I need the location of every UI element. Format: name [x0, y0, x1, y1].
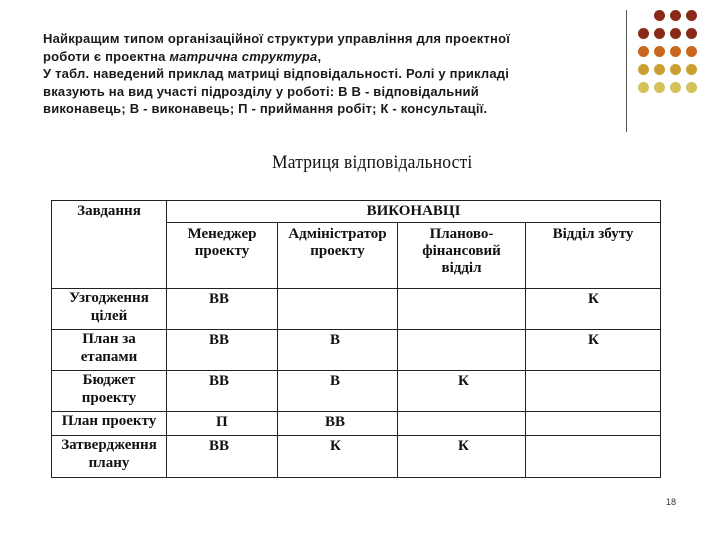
- column-header: [398, 223, 526, 289]
- task-cell: [52, 371, 167, 412]
- intro-line-4: вказують на вид участі підрозділу у роботі: В В - відповідальний: [43, 83, 479, 99]
- role-cell: В: [278, 330, 398, 371]
- responsibility-matrix: [51, 200, 661, 478]
- intro-line-1: Найкращим типом організаційної структури управління для проектної: [43, 31, 511, 46]
- column-header-line: проекту: [310, 243, 365, 259]
- role-cell: ВВ: [167, 371, 278, 412]
- intro-line-5: виконавець; В - виконавець; П - приймання робіт; К - консультації.: [43, 101, 488, 116]
- decorative-dot: [670, 28, 681, 39]
- role-cell: [398, 412, 526, 436]
- decorative-dot: [686, 82, 697, 93]
- role-cell: [398, 289, 526, 330]
- decorative-dot: [654, 64, 665, 75]
- decorative-dot: [686, 46, 697, 57]
- role-cell: ВВ: [167, 289, 278, 330]
- role-cell: [278, 289, 398, 330]
- table-row: [52, 330, 661, 371]
- intro-line-2-suffix: ,: [317, 48, 322, 64]
- role-cell: [398, 330, 526, 371]
- column-header-line: Менеджер: [187, 226, 257, 242]
- decorative-dot: [686, 28, 697, 39]
- role-cell: К: [398, 371, 526, 412]
- decorative-dot: [686, 64, 697, 75]
- task-line: цілей: [90, 308, 128, 324]
- intro-text: [43, 30, 618, 118]
- role-cell: П: [167, 412, 278, 436]
- decorative-dot: [670, 10, 681, 21]
- decorative-dot: [638, 82, 649, 93]
- decorative-dot: [670, 64, 681, 75]
- role-cell: [526, 412, 661, 436]
- intro-line-3: У табл. наведений приклад матриці відповідальності. Ролі у прикладі: [43, 66, 510, 81]
- task-line: План за: [82, 331, 136, 347]
- page-number: 18: [666, 497, 677, 507]
- decorative-dot: [670, 82, 681, 93]
- role-cell: [526, 371, 661, 412]
- table-row: [52, 412, 661, 436]
- task-line: етапами: [80, 349, 138, 365]
- role-cell: ВВ: [167, 330, 278, 371]
- role-cell: К: [526, 289, 661, 330]
- role-cell: К: [278, 436, 398, 478]
- role-cell: [526, 436, 661, 478]
- decorative-dot: [638, 46, 649, 57]
- decorative-dot: [638, 28, 649, 39]
- column-header-line: проекту: [194, 243, 250, 259]
- decorative-dot: [686, 10, 697, 21]
- column-header-line: Відділ збуту: [552, 226, 634, 242]
- table-title: Матриця відповідальності: [272, 152, 473, 173]
- decorative-dot: [654, 82, 665, 93]
- column-header-line: Адміністратор: [288, 226, 387, 242]
- column-header-line: фінансовий: [422, 243, 501, 259]
- role-cell: ВВ: [278, 412, 398, 436]
- role-cell: К: [398, 436, 526, 478]
- intro-line-2: [43, 48, 618, 66]
- role-cell: К: [526, 330, 661, 371]
- task-line: Узгодження: [69, 290, 149, 306]
- task-cell: [52, 436, 167, 478]
- task-cell: [52, 412, 167, 436]
- task-cell: [52, 289, 167, 330]
- task-cell: [52, 330, 167, 371]
- role-cell: В: [278, 371, 398, 412]
- task-line: Бюджет: [82, 372, 136, 388]
- table-row: [52, 289, 661, 330]
- column-header: [167, 223, 278, 289]
- task-line: проекту: [81, 390, 137, 406]
- table-row: [52, 371, 661, 412]
- decorative-dot: [654, 46, 665, 57]
- task-line: План проекту: [61, 413, 157, 429]
- role-cell: ВВ: [167, 436, 278, 478]
- decorative-dot: [638, 64, 649, 75]
- intro-line-2-prefix: роботи є проектна: [43, 48, 170, 64]
- divider-line: [626, 10, 627, 132]
- column-header: [526, 223, 661, 289]
- task-header: Завдання: [52, 201, 167, 289]
- intro-line-2-italic: матрична структура: [169, 48, 318, 64]
- executors-header: ВИКОНАВЦІ: [167, 201, 661, 223]
- column-header-line: відділ: [441, 260, 482, 276]
- column-header: [278, 223, 398, 289]
- task-line: Затвердження: [61, 437, 157, 453]
- decorative-dot: [654, 28, 665, 39]
- table-row: [52, 436, 661, 478]
- task-line: плану: [88, 455, 130, 471]
- decorative-dot: [670, 46, 681, 57]
- decorative-dot: [654, 10, 665, 21]
- column-header-line: Планово-: [429, 226, 494, 242]
